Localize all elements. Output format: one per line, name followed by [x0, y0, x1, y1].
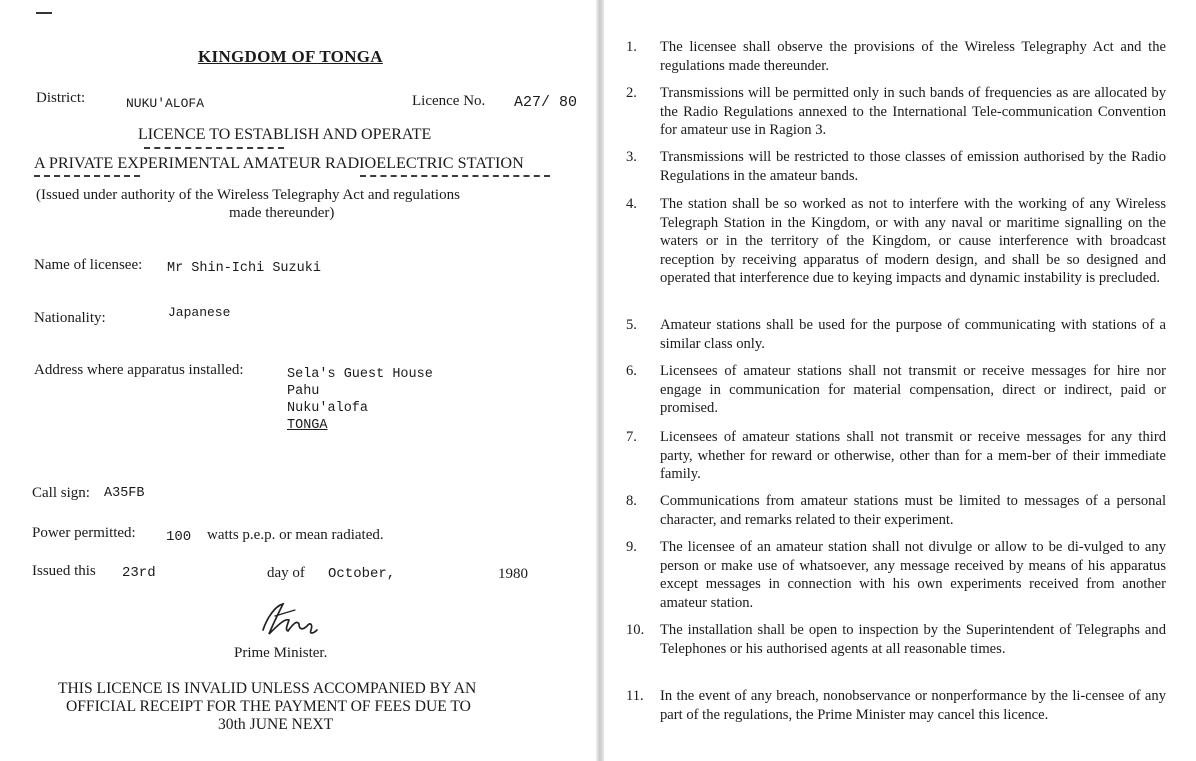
power-suffix: watts p.e.p. or mean radiated.: [207, 527, 384, 543]
issued-label: Issued this: [32, 563, 96, 579]
issued-year: 1980: [498, 566, 528, 582]
condition-number: 5.: [626, 317, 637, 333]
page-gutter: [596, 0, 604, 761]
address-line: Sela's Guest House: [287, 367, 433, 382]
signature-mark: [255, 600, 325, 642]
authority-line2: made thereunder): [229, 205, 335, 221]
address-label: Address where apparatus installed:: [34, 362, 244, 378]
condition-text: The licensee of an amateur station shall not divulge or allow to be di-vulged to any person or make use of whatsoever, any message received by means of his apparatus except messages in connection with his own experiments received from another amateur station.: [660, 539, 1166, 611]
power-label: Power permitted:: [32, 525, 136, 541]
condition-number: 9.: [626, 539, 637, 555]
licence-no-value: A27/ 80: [514, 94, 578, 111]
title-divider-lower-left: [34, 175, 140, 177]
district-value: NUKU'ALOFA: [126, 96, 205, 111]
address-line: Pahu: [287, 384, 320, 399]
address-line: Nuku'alofa: [287, 401, 369, 416]
issued-day: 23rd: [122, 565, 156, 581]
power-value: 100: [166, 529, 192, 545]
licence-conditions-page: [604, 0, 1196, 761]
licence-title-line2: A PRIVATE EXPERIMENTAL AMATEUR RADIOELECTRIC STATION: [34, 154, 524, 172]
call-sign-value: A35FB: [104, 486, 145, 501]
nationality-value: Japanese: [168, 305, 231, 320]
condition-text: Transmissions will be permitted only in such bands of frequencies as are allocated by the Radio Regulations annexed to the International Tele-communication Convention for amateur use in Ragion 3.: [660, 85, 1166, 139]
licence-no-label: Licence No.: [412, 93, 486, 109]
condition-number: 3.: [626, 149, 637, 165]
condition-number: 11.: [626, 688, 644, 704]
title-divider-upper: [144, 147, 284, 149]
authority-line1: (Issued under authority of the Wireless Telegraphy Act and regulations: [36, 187, 460, 203]
condition-text: Licensees of amateur stations shall not transmit or receive messages for hire nor engage in communication for material compensation, direct or indirect, paid or promised.: [660, 363, 1166, 417]
condition-number: 7.: [626, 429, 637, 445]
condition-number: 8.: [626, 493, 637, 509]
notice-line1: THIS LICENCE IS INVALID UNLESS ACCOMPANIED BY AN: [58, 680, 477, 697]
district-label: District:: [36, 90, 86, 106]
notice-line3: 30th JUNE NEXT: [218, 716, 334, 733]
kingdom-header: KINGDOM OF TONGA: [198, 47, 383, 66]
condition-number: 1.: [626, 39, 637, 55]
day-of-label: day of: [267, 565, 305, 581]
condition-text: Communications from amateur stations must be limited to messages of a personal character, and remarks related to their experiment.: [660, 493, 1166, 528]
licensee-name-label: Name of licensee:: [34, 257, 143, 273]
licence-front-page: [0, 0, 596, 761]
call-sign-label: Call sign:: [32, 485, 90, 501]
licensee-name-value: Mr Shin-Ichi Suzuki: [167, 261, 321, 276]
condition-text: In the event of any breach, nonobservance or nonperformance by the li-censee of any part of the regulations, the Prime Minister may cancel this licence.: [660, 688, 1166, 723]
condition-number: 6.: [626, 363, 637, 379]
condition-text: Amateur stations shall be used for the purpose of communicating with stations of a similar class only.: [660, 317, 1166, 352]
condition-text: Licensees of amateur stations shall not transmit or receive messages for any third party, whether for reward or otherwise, other than for a mem-ber of their immediate family.: [660, 429, 1166, 483]
condition-number: 2.: [626, 85, 637, 101]
nationality-label: Nationality:: [34, 310, 106, 326]
issued-month: October,: [328, 566, 396, 582]
condition-number: 4.: [626, 196, 637, 212]
condition-text: The station shall be so worked as not to interfere with the working of any Wireless Telegraph Station in the Kingdom, or with any naval or maritime signalling on the waters or in the territory of the Kingdom, or cause interference with broadcast reception by receiving apparatus of modern design, and shall be so designed and operated that interference due to keying impacts and dynamic instability is precluded.: [660, 196, 1166, 287]
notice-line2: OFFICIAL RECEIPT FOR THE PAYMENT OF FEES DUE TO: [66, 698, 471, 715]
condition-text: The licensee shall observe the provisions of the Wireless Telegraphy Act and the regulations made thereunder.: [660, 39, 1166, 74]
title-divider-lower-right: [360, 175, 550, 177]
condition-text: Transmissions will be restricted to those classes of emission authorised by the Radio Regulations in the amateur bands.: [660, 149, 1166, 184]
condition-text: The installation shall be open to inspection by the Superintendent of Telegraphs and Telephones or his authorised agents at all reasonable times.: [660, 622, 1166, 657]
address-country: TONGA: [287, 418, 328, 433]
signatory-title: Prime Minister.: [234, 645, 328, 661]
licence-title-line1: LICENCE TO ESTABLISH AND OPERATE: [138, 126, 432, 143]
scan-mark: [36, 12, 52, 14]
condition-number: 10.: [626, 622, 645, 638]
